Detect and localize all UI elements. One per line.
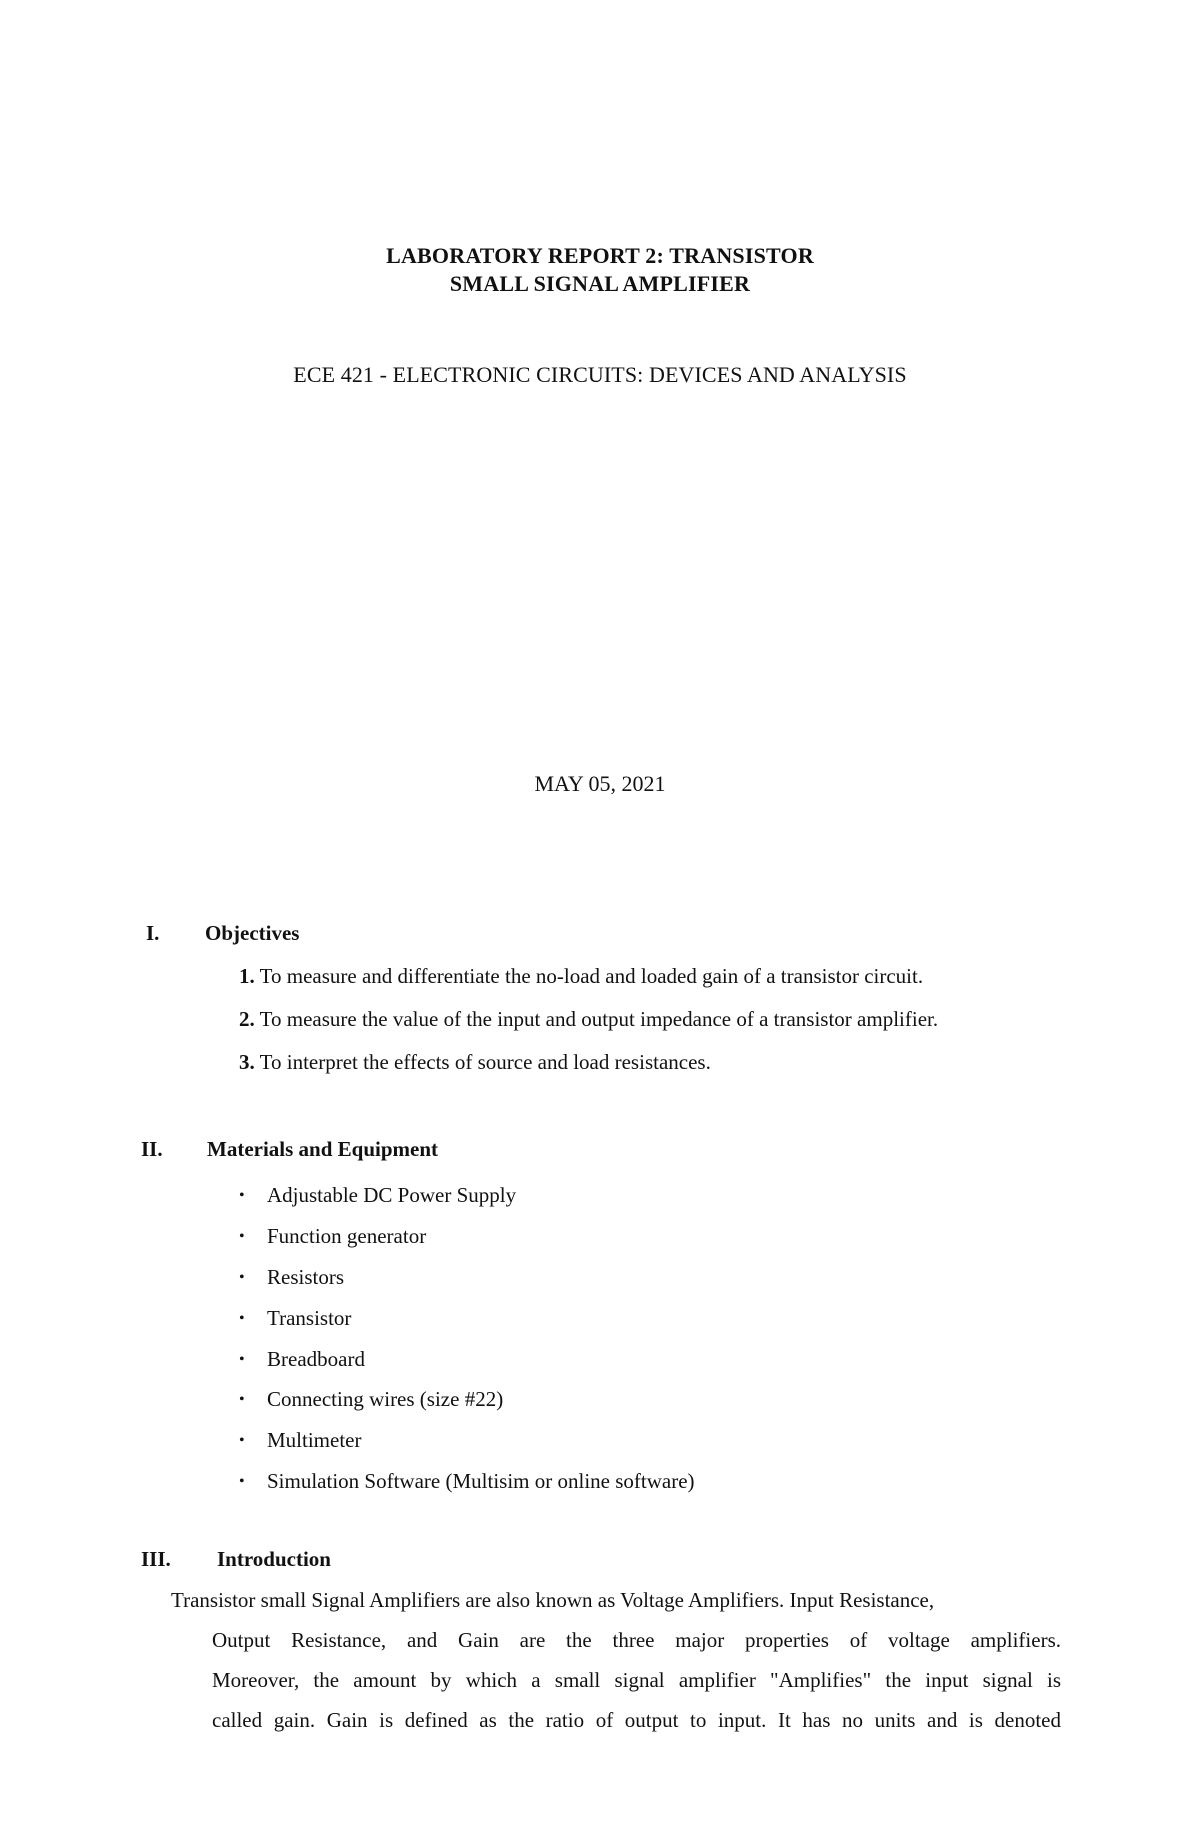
objective-text: To measure the value of the input and output impedance of a transistor amplifier.: [254, 1007, 939, 1031]
introduction-paragraph-line: Output Resistance, and Gain are the three major properties of voltage amplifiers.: [212, 1628, 1061, 1652]
material-text: Multimeter: [267, 1428, 362, 1452]
section-numeral-introduction: III.: [141, 1547, 171, 1571]
report-title-line-2: SMALL SIGNAL AMPLIFIER: [449, 271, 751, 296]
material-list-item: [239, 1387, 503, 1412]
bullet-icon: •: [239, 1391, 245, 1408]
objective-text: To measure and differentiate the no-load and loaded gain of a transistor circuit.: [254, 964, 924, 988]
objective-item: [239, 1007, 938, 1032]
objective-text: To interpret the effects of source and load resistances.: [254, 1050, 711, 1074]
objective-number: 3.: [239, 1050, 255, 1074]
bullet-icon: •: [239, 1473, 245, 1490]
material-list-item: [239, 1265, 344, 1290]
material-text: Simulation Software (Multisim or online software): [267, 1469, 695, 1493]
material-text: Connecting wires (size #22): [267, 1387, 504, 1411]
objective-number: 1.: [239, 964, 255, 988]
bullet-icon: •: [239, 1228, 245, 1245]
section-numeral-objectives: I.: [146, 921, 160, 945]
bullet-icon: •: [239, 1432, 245, 1449]
introduction-paragraph-line: called gain. Gain is defined as the ratio of output to input. It has no units and is denoted: [212, 1708, 1061, 1732]
material-list-item: [239, 1469, 695, 1494]
bullet-icon: •: [239, 1351, 245, 1368]
objective-item: [239, 964, 923, 989]
section-heading-materials: Materials and Equipment: [207, 1137, 439, 1161]
introduction-paragraph-line: Transistor small Signal Amplifiers are also known as Voltage Amplifiers. Input Resistance,: [171, 1588, 935, 1612]
material-text: Function generator: [267, 1224, 427, 1248]
objective-item: [239, 1050, 711, 1075]
material-text: Adjustable DC Power Supply: [267, 1183, 517, 1207]
material-text: Breadboard: [267, 1347, 365, 1371]
report-date: MAY 05, 2021: [534, 771, 666, 796]
introduction-paragraph-line: Moreover, the amount by which a small signal amplifier "Amplifies" the input signal is: [212, 1668, 1061, 1692]
material-text: Transistor: [267, 1306, 352, 1330]
section-numeral-materials: II.: [141, 1137, 163, 1161]
objective-number: 2.: [239, 1007, 255, 1031]
material-list-item: [239, 1306, 351, 1331]
section-heading-objectives: Objectives: [205, 921, 300, 945]
material-list-item: [239, 1224, 426, 1249]
material-list-item: [239, 1347, 365, 1372]
material-text: Resistors: [267, 1265, 345, 1289]
material-list-item: [239, 1428, 361, 1453]
section-heading-introduction: Introduction: [217, 1547, 331, 1571]
bullet-icon: •: [239, 1269, 245, 1286]
material-list-item: [239, 1183, 516, 1208]
bullet-icon: •: [239, 1187, 245, 1204]
report-title-line-1: LABORATORY REPORT 2: TRANSISTOR: [386, 243, 814, 268]
course-title: ECE 421 - ELECTRONIC CIRCUITS: DEVICES AND ANALYSIS: [293, 362, 907, 387]
bullet-icon: •: [239, 1310, 245, 1327]
